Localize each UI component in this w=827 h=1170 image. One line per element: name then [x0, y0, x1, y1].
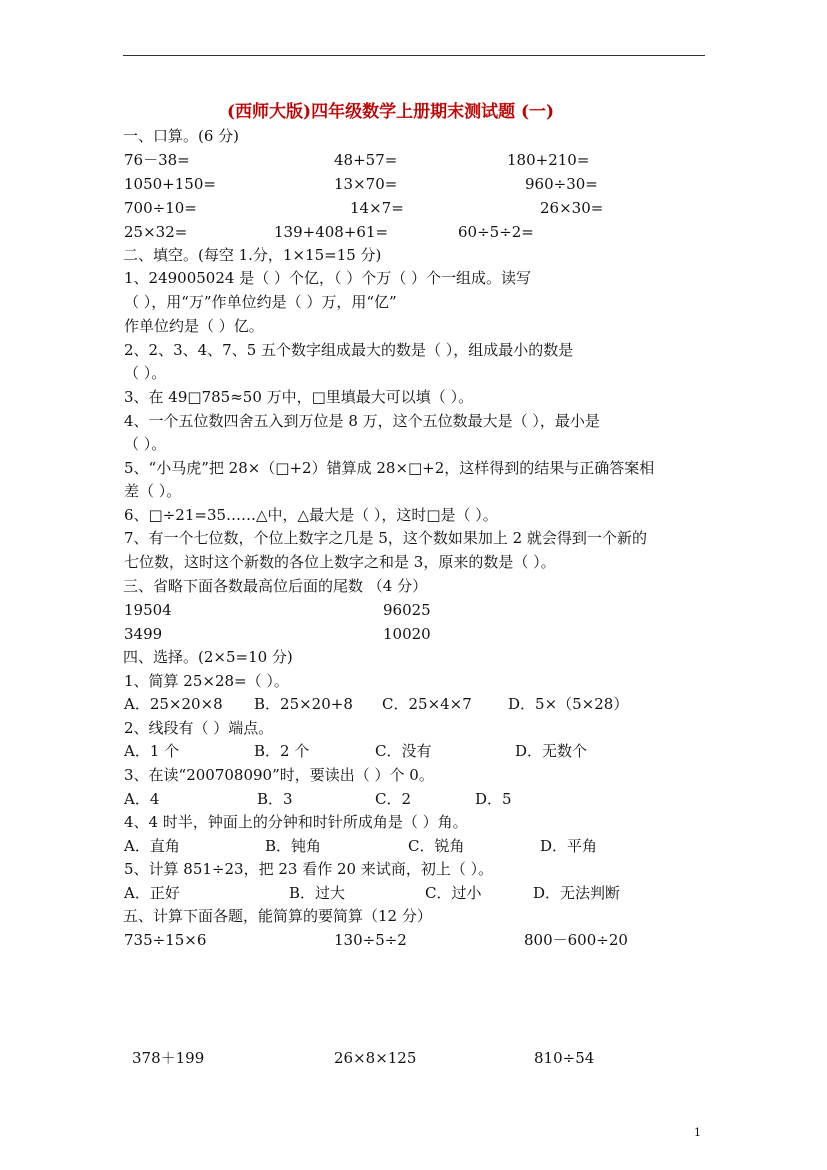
fill-blank-line: 3、在 49□785≈50 万中，□里填最大可以填（ ）。: [124, 388, 474, 406]
choice-option-d: D．平角: [540, 837, 598, 855]
section-5-heading: 五、计算下面各题，能简算的要简算（12 分）: [123, 907, 432, 925]
oral-calc-item: 1050+150=: [124, 175, 216, 193]
header-rule: [123, 55, 705, 56]
choice-option-d: D．无法判断: [533, 884, 621, 902]
fill-blank-line: 作单位约是（ ）亿。: [124, 317, 264, 335]
oral-calc-item: 139+408+61=: [274, 223, 389, 241]
fill-blank-line: （ ）。: [124, 364, 167, 382]
calc-item: 26×8×125: [334, 1049, 417, 1067]
rounding-item: 10020: [383, 625, 431, 643]
choice-option-a: A．25×20×8: [124, 695, 223, 713]
choice-option-b: B．3: [257, 790, 293, 808]
choice-question: 4、4 时半，钟面上的分钟和时针所成角是（ ）角。: [124, 813, 468, 831]
choice-option-d: D．无数个: [515, 742, 588, 760]
choice-option-c: C．2: [375, 790, 412, 808]
choice-option-a: A．1 个: [124, 742, 180, 760]
oral-calc-item: 13×70=: [334, 175, 398, 193]
page-title: (西师大版)四年级数学上册期末测试题 (一): [227, 102, 555, 122]
fill-blank-line: 6、□÷21=35……△中，△最大是（ ），这时□是（ ）。: [124, 506, 498, 524]
section-2-heading: 二、填空。(每空 1.分，1×15=15 分): [123, 246, 382, 264]
rounding-item: 19504: [124, 601, 172, 619]
fill-blank-line: 5、“小马虎”把 28×（□+2）错算成 28×□+2，这样得到的结果与正确答案相: [124, 459, 655, 477]
oral-calc-item: 25×32=: [124, 223, 188, 241]
oral-calc-item: 14×7=: [350, 199, 404, 217]
choice-question: 3、在读“200708090”时，要读出（ ）个 0。: [124, 766, 434, 784]
oral-calc-item: 700÷10=: [124, 199, 197, 217]
choice-option-d: D．5×（5×28）: [508, 695, 629, 713]
oral-calc-item: 48+57=: [334, 151, 398, 169]
oral-calc-item: 60÷5÷2=: [458, 223, 534, 241]
oral-calc-item: 76－38=: [124, 151, 190, 169]
fill-blank-line: 2、2、3、4、7、5 五个数字组成最大的数是（ ），组成最小的数是: [124, 341, 574, 359]
fill-blank-line: 7、有一个七位数，个位上数字之几是 5，这个数如果加上 2 就会得到一个新的: [124, 529, 647, 547]
choice-option-b: B．2 个: [254, 742, 310, 760]
fill-blank-line: 1、249005024 是（ ）个亿，（ ）个万（ ）个一组成。读写: [124, 269, 532, 287]
fill-blank-line: 七位数，这时这个新数的各位上数字之和是 3，原来的数是（ ）。: [124, 553, 556, 571]
choice-option-c: C．没有: [375, 742, 432, 760]
oral-calc-item: 180+210=: [507, 151, 590, 169]
choice-option-c: C．锐角: [408, 837, 465, 855]
rounding-item: 96025: [383, 601, 431, 619]
fill-blank-line: （ ），用“万”作单位约是（ ）万，用“亿”: [124, 293, 397, 311]
calc-item: 800－600÷20: [524, 931, 628, 949]
calc-item: 130÷5÷2: [334, 931, 407, 949]
choice-option-d: D．5: [475, 790, 512, 808]
choice-option-b: B．过大: [289, 884, 346, 902]
choice-option-a: A．4: [124, 790, 160, 808]
fill-blank-line: 差（ ）。: [124, 482, 182, 500]
choice-option-a: A．正好: [124, 884, 180, 902]
choice-option-b: B．25×20+8: [254, 695, 353, 713]
calc-item: 378＋199: [132, 1049, 205, 1067]
fill-blank-line: 4、一个五位数四舍五入到万位是 8 万，这个五位数最大是（ ），最小是: [124, 412, 600, 430]
page-number: 1: [694, 1126, 701, 1139]
choice-question: 2、线段有（ ）端点。: [124, 719, 274, 737]
oral-calc-item: 960÷30=: [525, 175, 598, 193]
choice-option-c: C．过小: [425, 884, 482, 902]
choice-question: 5、计算 851÷23，把 23 看作 20 来试商，初上（ ）。: [124, 860, 494, 878]
calc-item: 810÷54: [534, 1049, 595, 1067]
section-1-heading: 一、口算。(6 分): [123, 127, 240, 145]
section-3-heading: 三、省略下面各数最高位后面的尾数 （4 分）: [123, 577, 428, 595]
calc-item: 735÷15×6: [124, 931, 207, 949]
oral-calc-item: 26×30=: [540, 199, 604, 217]
section-4-heading: 四、选择。(2×5=10 分): [123, 648, 293, 666]
choice-question: 1、简算 25×28=（ ）。: [124, 672, 289, 690]
rounding-item: 3499: [124, 625, 163, 643]
choice-option-b: B．钝角: [265, 837, 322, 855]
fill-blank-line: （ ）。: [124, 435, 167, 453]
choice-option-c: C．25×4×7: [382, 695, 472, 713]
choice-option-a: A．直角: [124, 837, 180, 855]
